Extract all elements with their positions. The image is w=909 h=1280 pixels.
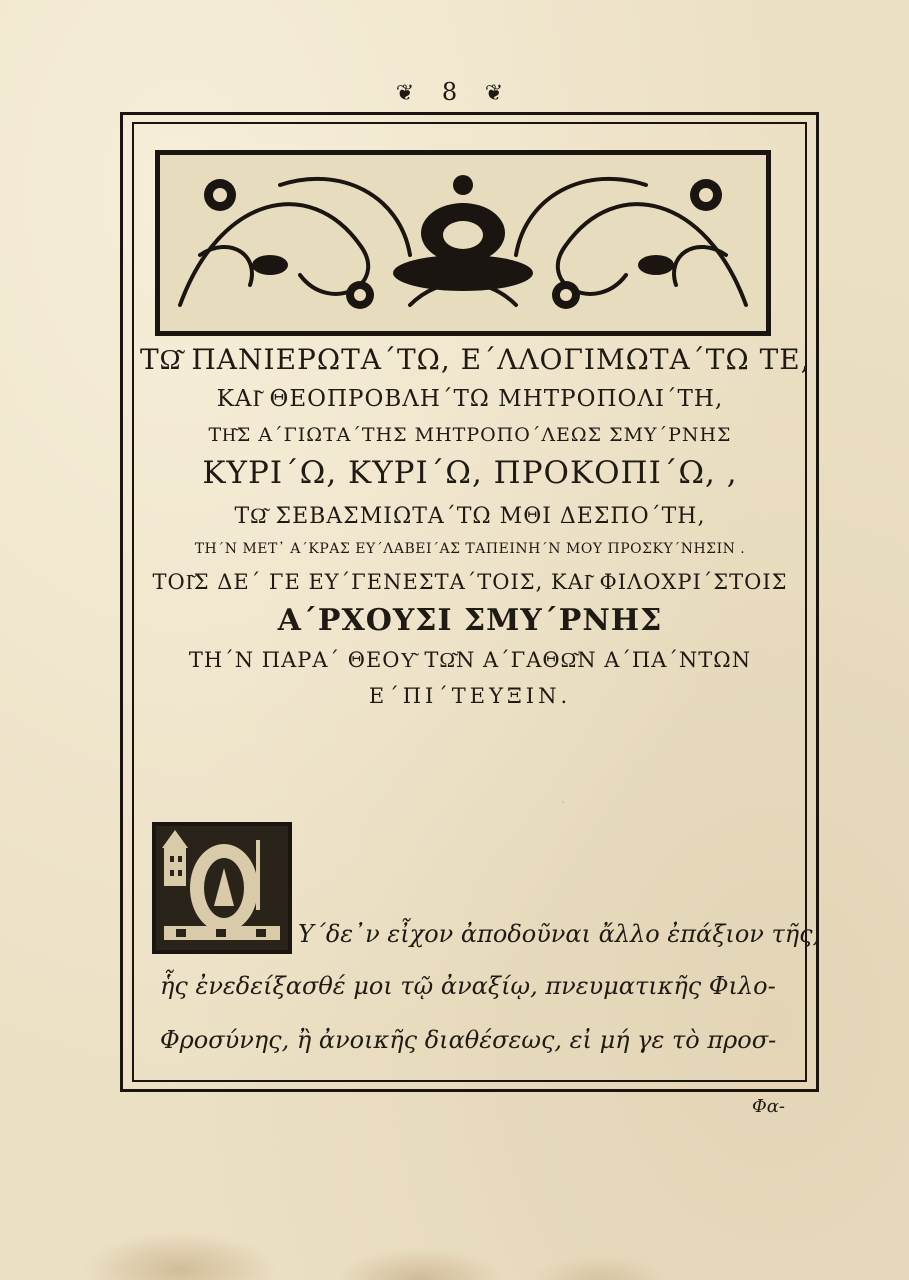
floral-scroll-icon xyxy=(160,155,766,331)
ornamental-headpiece xyxy=(155,150,771,336)
decorated-initial xyxy=(152,822,292,954)
catchword: Φα- xyxy=(752,1096,785,1117)
body-text-line-2: ἧς ἐνεδείξασθέ μοι τῷ ἀναξίῳ, πνευματικῆς Φιλο- xyxy=(160,972,776,1000)
page-header xyxy=(0,78,909,106)
dedication-line-6: ΤΗ΄Ν ΜΕΤ᾽ Α΄ΚΡΑΣ ΕΥ΄ΛΑΒΕΙ΄ΑΣ ΤΑΠΕΙΝΗ΄Ν ΜΟΥ ΠΡΟΣΚΥ΄ΝΗΣΙΝ . xyxy=(194,541,746,558)
dedication-line-5: ΤΩ͂ ΣΕΒΑΣΜΙΩΤΑ΄ΤΩ ΜΘΙ ΔΕΣΠΟ΄ΤΗ, xyxy=(234,504,706,530)
dedication-line-9: ΤΗ΄Ν ΠΑΡΑ΄ ΘΕΟΥ͂ ΤΩ͂Ν Α΄ΓΑΘΩ͂Ν Α΄ΠΑ΄ΝΤΩΝ xyxy=(188,648,752,673)
fleuron-right-icon: ❦ xyxy=(484,81,514,106)
dedication-line-10: Ε΄ΠΙ΄ΤΕΥΞΙΝ. xyxy=(368,684,572,709)
historiated-initial-o-icon xyxy=(156,826,288,950)
dedication-line-4: ΚΥΡΙ΄Ω, ΚΥΡΙ΄Ω, ΠΡΟΚΟΠΙ΄Ω, , xyxy=(202,455,738,492)
dedication-line-1: ΤΩ͂ ΠΑΝΙΕΡΩΤΑ΄ΤΩ, Ε΄ΛΛΟΓΙΜΩΤΑ΄ΤΩ ΤΕ, xyxy=(140,343,811,376)
body-text-line-3: Φροσύνης, ἢ ἀνοικῆς διαθέσεως, εἰ μή γε τὸ προσ- xyxy=(160,1026,777,1054)
dedication-line-2: ΚΑΙ͂ ΘΕΟΠΡΟΒΛΗ΄ΤΩ ΜΗΤΡΟΠΟΛΙ΄ΤΗ, xyxy=(216,386,724,413)
water-stain xyxy=(0,1170,909,1280)
bleed-through: · xyxy=(560,790,567,814)
dedication-line-8: Α΄ΡΧΟΥΣΙ ΣΜΥ΄ΡΝΗΣ xyxy=(277,602,663,638)
dedication-line-3: ΤΗ͂Σ Α΄ΓΙΩΤΑ΄ΤΗΣ ΜΗΤΡΟΠΟ΄ΛΕΩΣ ΣΜΥ΄ΡΝΗΣ xyxy=(208,423,732,446)
body-text-line-1: Υ΄δε᾽ν εἶχον ἀποδοῦναι ἄλλο ἐπάξιον τῆς, xyxy=(298,920,821,948)
dedication-block xyxy=(140,340,811,709)
dedication-line-7: ΤΟΙ͂Σ ΔΕ΄ ΓΕ ΕΥ΄ΓΕΝΕΣΤΑ΄ΤΟΙΣ, ΚΑΙ͂ ΦΙΛΟΧΡΙ΄ΣΤΟΙΣ xyxy=(152,569,788,594)
fleuron-left-icon: ❦ xyxy=(395,81,425,106)
page-number: 8 xyxy=(441,78,468,106)
